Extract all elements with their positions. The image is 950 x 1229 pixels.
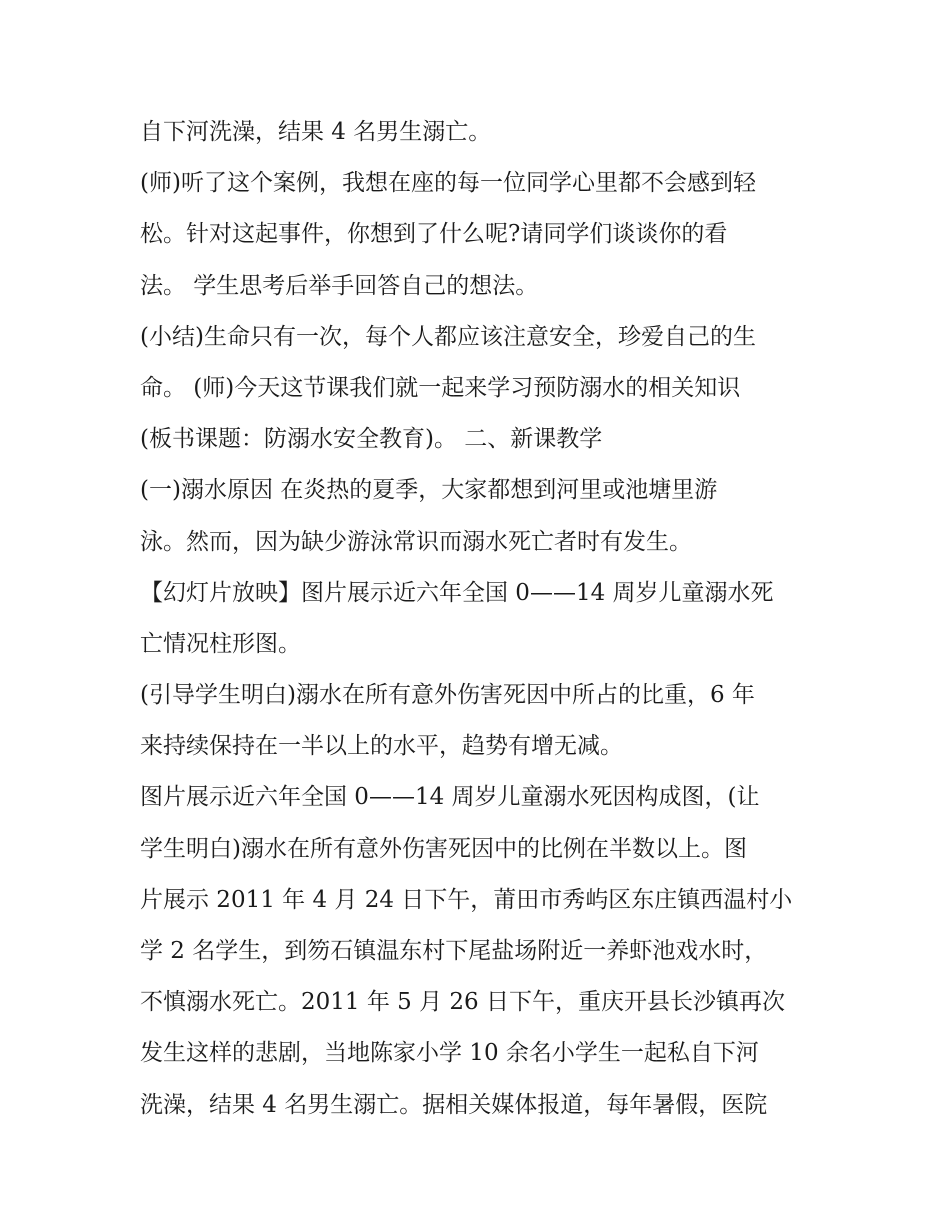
text-line: 图片展示近六年全国 0——14 周岁儿童溺水死因构成图，(让 xyxy=(140,784,760,811)
text-line: 【幻灯片放映】图片展示近六年全国 0——14 周岁儿童溺水死 xyxy=(140,579,774,606)
text-line: 学生明白)溺水在所有意外伤害死因中的比例在半数以上。图 xyxy=(140,835,747,862)
text-line: 不慎溺水死亡。2011 年 5 月 26 日下午，重庆开县长沙镇再次 xyxy=(140,989,785,1016)
text-line: 泳。然而，因为缺少游泳常识而溺水死亡者时有发生。 xyxy=(140,528,692,555)
text-line: (板书课题：防溺水安全教育)。 二、新课教学 xyxy=(140,426,603,453)
body-text xyxy=(140,107,820,1131)
text-line: 发生这样的悲剧，当地陈家小学 10 余名小学生一起私自下河 xyxy=(140,1040,759,1067)
text-line: 片展示 2011 年 4 月 24 日下午，莆田市秀屿区东庄镇西温村小 xyxy=(140,886,793,913)
text-line: 自下河洗澡，结果 4 名男生溺亡。 xyxy=(140,119,492,145)
text-line: 洗澡，结果 4 名男生溺亡。据相关媒体报道，每年暑假，医院 xyxy=(140,1091,768,1118)
text-line: (引导学生明白)溺水在所有意外伤害死因中所占的比重，6 年 xyxy=(140,682,755,709)
text-line: 法。 学生思考后举手回答自己的想法。 xyxy=(140,272,539,299)
text-line: (小结)生命只有一次，每个人都应该注意安全，珍爱自己的生 xyxy=(140,323,756,350)
text-line: (师)听了这个案例，我想在座的每一位同学心里都不会感到轻 xyxy=(140,170,756,197)
text-line: 命。 (师)今天这节课我们就一起来学习预防溺水的相关知识 xyxy=(140,374,741,401)
text-line: 松。针对这起事件，你想到了什么呢?请同学们谈谈你的看 xyxy=(140,221,728,248)
text-line: 来持续保持在一半以上的水平，趋势有增无减。 xyxy=(140,733,623,760)
text-line: (一)溺水原因 在炎热的夏季，大家都想到河里或池塘里游 xyxy=(140,477,718,504)
text-line: 学 2 名学生，到笏石镇温东村下尾盐场附近一养虾池戏水时， xyxy=(140,938,768,964)
text-line: 亡情况柱形图。 xyxy=(140,630,301,657)
